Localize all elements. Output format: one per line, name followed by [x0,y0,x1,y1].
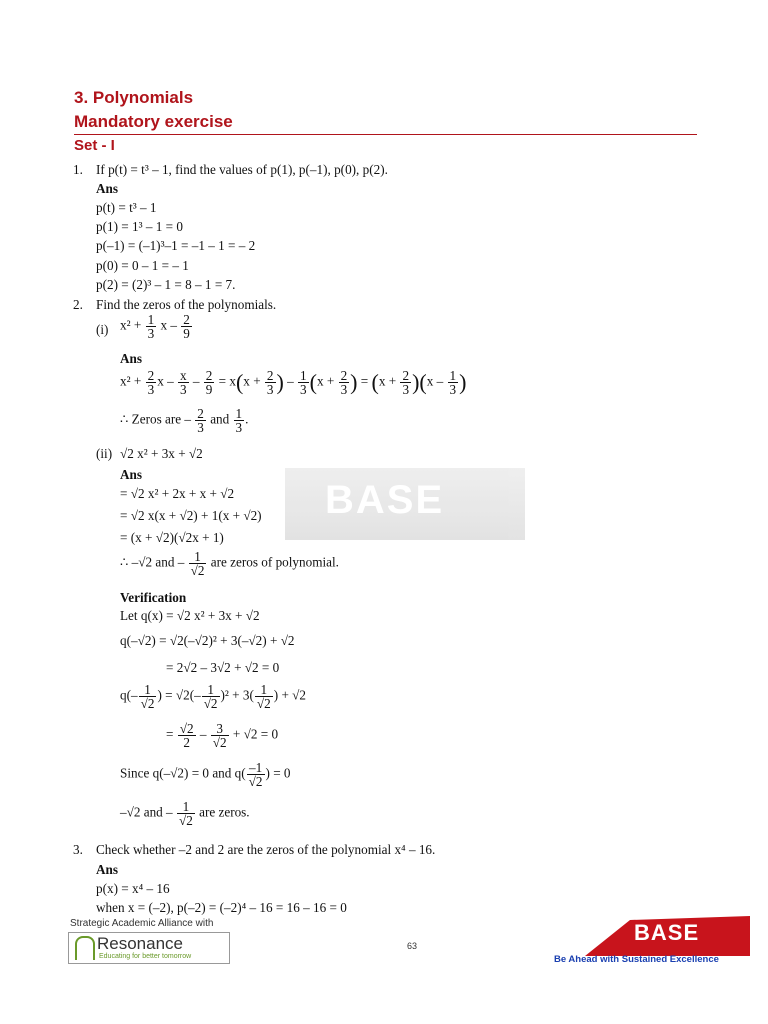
base-logo-text: BASE [634,920,700,945]
resonance-logo [68,932,230,964]
q2-question: Find the zeros of the polynomials. [96,297,277,312]
q3-line: p(x) = x⁴ – 16 [96,881,170,896]
q2i-ans-label: Ans [120,351,142,366]
q1-line: p(0) = 0 – 1 = – 1 [96,258,189,273]
q2i-expression: x² + $\frac{1}{3}$ x – $\frac{2}{9}$ [120,312,190,341]
verification-step: = $\frac{√2}{2}$ – $\frac{3}{√2}$ + √2 = 0 [166,721,279,750]
resonance-tagline: Educating for better tomorrow [99,953,192,960]
q2i-solution: x² + $\frac{2}{3}$ x – $\frac{x}{3}$ – $\frac{2}{9}$ = x(x + $\frac{2}{3}$ ) – $\frac{1}{3}$ (x + $\frac{2}{3}$ ) = (x + $\frac{2}{3}$ )(x – $\frac{1}{3}$ ) [120,368,467,397]
q2i-zeros: ∴ Zeros are – $\frac{2}{3}$ and $\frac{1}{3}$ . [120,406,249,435]
verification-step: q(–√2) = √2(–√2)² + 3(–√2) + √2 [120,633,295,648]
q2ii-zeros: ∴ –√2 and – $\frac{1}{√2}$ are zeros of polynomial. [120,549,339,578]
set-title: Set - I [74,137,115,154]
page-number: 63 [407,941,418,951]
header-rule [74,134,697,135]
verification-step: q(– $\frac{1}{√2}$ ) = √2(– $\frac{1}{√2}$ )² + 3( $\frac{1}{√2}$ ) + √2 [120,682,307,711]
q1-question: If p(t) = t³ – 1, find the values of p(1), p(–1), p(0), p(2). [96,162,388,177]
q2ii-step: = (x + √2)(√2x + 1) [120,530,224,545]
verification-step: = 2√2 – 3√2 + √2 = 0 [166,660,280,675]
q2ii-step: = √2 x² + 2x + x + √2 [120,486,235,501]
q2ii-label: (ii) [96,446,113,461]
q1-line: p(–1) = (–1)³–1 = –1 – 1 = – 2 [96,238,256,253]
q3-ans-label: Ans [96,862,118,877]
q2ii-ans-label: Ans [120,467,142,482]
base-watermark: BASE [285,468,525,540]
q1-line: p(1) = 1³ – 1 = 0 [96,219,183,234]
q1-ans-label: Ans [96,181,118,196]
final-zeros: –√2 and – $\frac{1}{√2}$ are zeros. [120,799,250,828]
q2ii-step: = √2 x(x + √2) + 1(x + √2) [120,508,262,523]
resonance-mark-icon [75,936,95,960]
resonance-name: Resonance [97,934,184,953]
q2-number: 2. [73,297,83,312]
q1-line: p(t) = t³ – 1 [96,200,157,215]
section-title: Mandatory exercise [74,112,233,131]
q1-line: p(2) = (2)³ – 1 = 8 – 1 = 7. [96,277,236,292]
q2ii-expression: √2 x² + 3x + √2 [120,446,203,461]
chapter-title: 3. Polynomials [74,88,194,107]
q3-number: 3. [73,842,83,857]
since-line: Since q(–√2) = 0 and q( $\frac{-1}{√2}$ ) = 0 [120,760,291,789]
verification-let: Let q(x) = √2 x² + 3x + √2 [120,608,260,623]
tagline: Be Ahead with Sustained Excellence [554,954,719,965]
q2i-label: (i) [96,322,109,337]
verification-label: Verification [120,590,187,605]
alliance-text: Strategic Academic Alliance with [70,918,214,929]
q1-number: 1. [73,162,83,177]
q3-line: when x = (–2), p(–2) = (–2)⁴ – 16 = 16 – 16 = 0 [96,900,347,915]
q3-question: Check whether –2 and 2 are the zeros of the polynomial x⁴ – 16. [96,842,436,857]
